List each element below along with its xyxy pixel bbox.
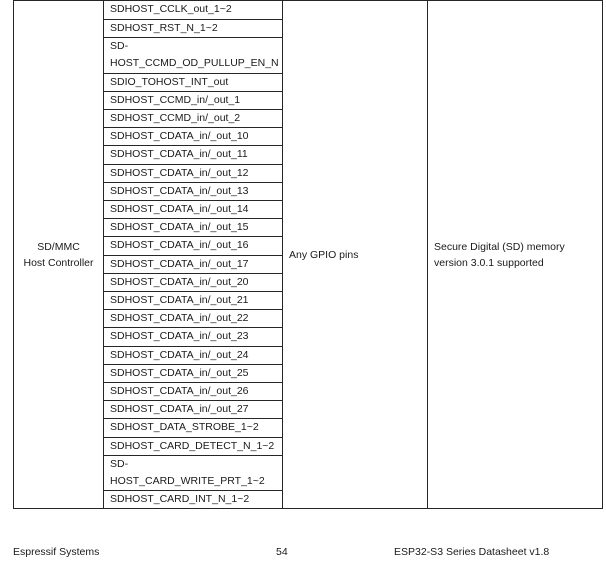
signal-text: SDHOST_CDATA_in/_out_23 bbox=[110, 330, 249, 343]
signal-item bbox=[104, 236, 282, 254]
pins-text: Any GPIO pins bbox=[289, 248, 359, 261]
signal-item bbox=[104, 437, 282, 455]
signal-item bbox=[104, 218, 282, 236]
function-line-1: SD/MMC bbox=[37, 240, 80, 253]
signal-text: SDHOST_CDATA_in/_out_13 bbox=[110, 184, 249, 197]
signal-text: SD- bbox=[110, 40, 129, 53]
function-cell bbox=[14, 1, 104, 509]
signal-text: SDHOST_CARD_INT_N_1~2 bbox=[110, 493, 250, 506]
signal-text: SD- bbox=[110, 457, 129, 470]
table-row bbox=[14, 1, 603, 509]
signal-item bbox=[104, 1, 282, 19]
description-line-2: version 3.0.1 supported bbox=[434, 256, 544, 269]
signal-text: SDHOST_CDATA_in/_out_20 bbox=[110, 275, 249, 288]
description-cell bbox=[428, 1, 603, 509]
pins-cell bbox=[283, 1, 428, 509]
signal-item bbox=[104, 273, 282, 291]
signal-list bbox=[104, 1, 282, 508]
function-line-2: Host Controller bbox=[23, 256, 94, 269]
signal-item bbox=[104, 145, 282, 163]
signal-item bbox=[104, 182, 282, 200]
signal-item bbox=[104, 418, 282, 436]
footer-document-title: ESP32-S3 Series Datasheet v1.8 bbox=[394, 546, 550, 558]
signal-item bbox=[104, 127, 282, 145]
signal-text: SDHOST_CDATA_in/_out_26 bbox=[110, 385, 249, 398]
signal-text: SDHOST_CDATA_in/_out_15 bbox=[110, 221, 249, 234]
signal-item bbox=[104, 455, 282, 490]
signal-item bbox=[104, 37, 282, 72]
signal-text: SDHOST_CDATA_in/_out_17 bbox=[110, 257, 249, 270]
signal-text: SDHOST_CCLK_out_1~2 bbox=[110, 3, 232, 15]
signal-text: SDHOST_CDATA_in/_out_11 bbox=[110, 148, 248, 161]
signal-text: SDHOST_DATA_STROBE_1~2 bbox=[110, 421, 259, 434]
signal-text: SDHOST_CDATA_in/_out_12 bbox=[110, 166, 249, 179]
signal-item bbox=[104, 109, 282, 127]
signal-text: SDHOST_CARD_DETECT_N_1~2 bbox=[110, 439, 275, 452]
signal-item bbox=[104, 164, 282, 182]
peripheral-pin-table bbox=[13, 0, 603, 509]
signal-text: SDHOST_CDATA_in/_out_16 bbox=[110, 239, 249, 252]
signal-item bbox=[104, 364, 282, 382]
signal-item bbox=[104, 200, 282, 218]
description-line-1: Secure Digital (SD) memory bbox=[434, 240, 565, 253]
signals-cell bbox=[104, 1, 283, 509]
signal-text: SDHOST_RST_N_1~2 bbox=[110, 22, 218, 34]
footer-company: Espressif Systems bbox=[13, 546, 100, 558]
signal-item bbox=[104, 327, 282, 345]
signal-item bbox=[104, 91, 282, 109]
signal-item bbox=[104, 346, 282, 364]
signal-text: SDIO_TOHOST_INT_out bbox=[110, 75, 229, 88]
signal-text: HOST_CARD_WRITE_PRT_1~2 bbox=[110, 475, 265, 488]
signal-item bbox=[104, 382, 282, 400]
signal-text: SDHOST_CDATA_in/_out_24 bbox=[110, 348, 249, 361]
signal-item bbox=[104, 490, 282, 508]
signal-item bbox=[104, 400, 282, 418]
signal-text: SDHOST_CDATA_in/_out_10 bbox=[110, 130, 249, 143]
signal-item bbox=[104, 19, 282, 37]
signal-text: SDHOST_CCMD_in/_out_1 bbox=[110, 93, 241, 106]
signal-item bbox=[104, 73, 282, 91]
signal-text: SDHOST_CDATA_in/_out_22 bbox=[110, 312, 249, 325]
signal-item bbox=[104, 291, 282, 309]
signal-text: SDHOST_CDATA_in/_out_25 bbox=[110, 366, 249, 379]
footer-page-number: 54 bbox=[276, 546, 288, 558]
signal-text: HOST_CCMD_OD_PULLUP_EN_N bbox=[110, 57, 279, 70]
signal-text: SDHOST_CDATA_in/_out_21 bbox=[110, 294, 249, 307]
signal-text: SDHOST_CDATA_in/_out_14 bbox=[110, 203, 249, 216]
signal-text: SDHOST_CCMD_in/_out_2 bbox=[110, 112, 241, 125]
signal-text: SDHOST_CDATA_in/_out_27 bbox=[110, 403, 249, 416]
signal-item bbox=[104, 309, 282, 327]
signal-item bbox=[104, 255, 282, 273]
